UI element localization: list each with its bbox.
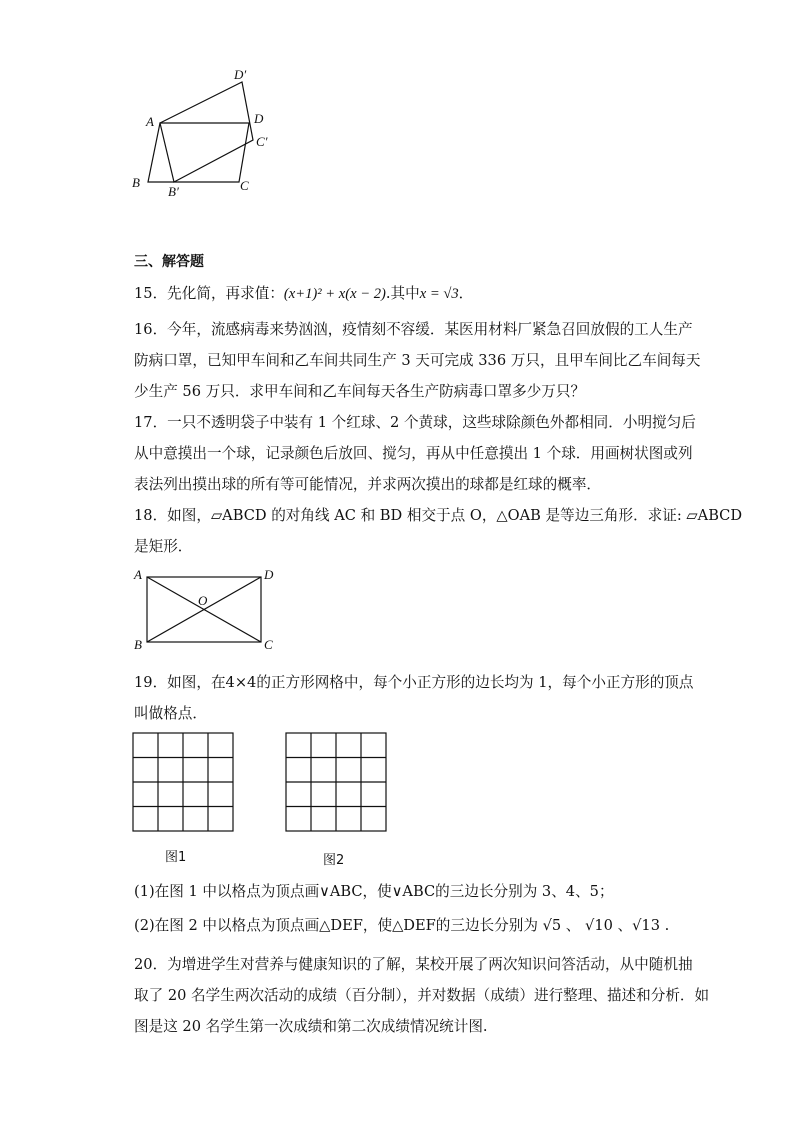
- q15-prefix: 15．先化简，再求值：: [134, 285, 284, 302]
- q15-suffix: ．: [458, 285, 474, 302]
- question-17-line-2: 从中意摸出一个球，记录颜色后放回、搅匀，再从中任意摸出 1 个球．用画树状图或列: [134, 445, 693, 462]
- question-17-line-3: 表法列出摸出球的所有等可能情况，并求两次摸出的球都是红球的概率．: [134, 476, 602, 493]
- question-17-line-1: 17．一只不透明袋子中装有 1 个红球、2 个黄球，这些球除颜色外都相同．小明搅匀后: [134, 414, 696, 431]
- q15-middle: .其中: [385, 285, 420, 302]
- rectangle-diagonals-figure: [130, 565, 280, 655]
- question-19-part-1: (1)在图 1 中以格点为顶点画∨ABC，使∨ABC的三边长分别为 3、4、5；: [134, 883, 614, 900]
- question-15: [134, 282, 473, 303]
- question-16-line-2: 防病口罩，已知甲车间和乙车间共同生产 3 天可完成 336 万只，且甲车间比乙车间每天: [134, 352, 701, 369]
- figure-1-caption: 图1: [165, 850, 187, 865]
- label-c: C: [264, 637, 273, 652]
- question-20-line-1: 20．为增进学生对营养与健康知识的了解，某校开展了两次知识问答活动，从中随机抽: [134, 956, 693, 973]
- grid-figure-1: [132, 732, 234, 832]
- question-20-line-2: 取了 20 名学生两次活动的成绩（百分制），并对数据（成绩）进行整理、描述和分析．如: [134, 987, 710, 1004]
- label-b: B: [134, 637, 142, 652]
- label-d: D: [254, 111, 264, 126]
- label-a: A: [146, 114, 154, 129]
- figure-2-caption: 图2: [323, 853, 345, 868]
- parallelogram-ab1c1d1: [160, 82, 253, 182]
- question-19-line-2: 叫做格点．: [134, 705, 207, 722]
- q15-expression: (x+1)² + x(x − 2): [283, 286, 386, 302]
- label-b: B: [132, 175, 140, 190]
- grid-figure-2: [285, 732, 387, 832]
- section-title: 三、解答题: [134, 254, 204, 270]
- parallelogram-rotation-figure: [124, 60, 284, 200]
- question-20-line-3: 图是这 20 名学生第一次成绩和第二次成绩情况统计图.: [134, 1018, 488, 1035]
- question-18-line-2: 是矩形．: [134, 538, 193, 555]
- question-19-part-2: (2)在图 2 中以格点为顶点画△DEF，使△DEF的三边长分别为 √5 、 √10 、√13 .: [134, 917, 670, 934]
- question-16-line-1: 16．今年，流感病毒来势汹汹，疫情刻不容缓．某医用材料厂紧急召回放假的工人生产: [134, 321, 693, 338]
- parallelogram-abcd: [148, 123, 249, 182]
- label-c: C: [240, 178, 249, 193]
- q15-x-value: x = √3: [419, 286, 459, 302]
- label-d-prime: D′: [234, 67, 247, 82]
- label-o: O: [198, 593, 208, 608]
- label-c-prime: C′: [256, 134, 268, 149]
- label-a: A: [134, 567, 142, 582]
- question-18-line-1: 18．如图，▱ABCD 的对角线 AC 和 BD 相交于点 O，△OAB 是等边三角形．求证: ▱ABCD: [134, 507, 743, 524]
- label-b-prime: B′: [168, 184, 179, 199]
- label-d: D: [264, 567, 274, 582]
- question-19-line-1: 19．如图，在4×4的正方形网格中，每个小正方形的边长均为 1，每个小正方形的顶点: [134, 674, 694, 691]
- question-16-line-3: 少生产 56 万只．求甲车间和乙车间每天各生产防病毒口罩多少万只？: [134, 383, 586, 400]
